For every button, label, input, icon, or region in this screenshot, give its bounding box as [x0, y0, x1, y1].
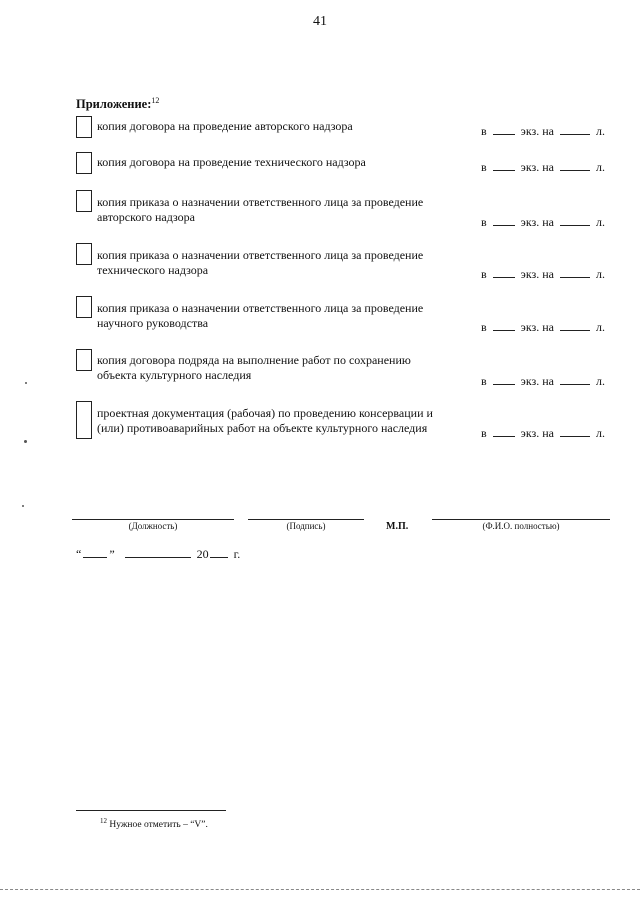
sheets-count-blank[interactable] — [560, 214, 590, 226]
attachment-item-text — [97, 155, 467, 170]
copies-prefix: в — [481, 426, 487, 440]
item-line: копия приказа о назначении ответственного лица за проведение — [97, 195, 424, 209]
page-number: 41 — [313, 14, 327, 29]
year-prefix: 20 — [196, 547, 209, 561]
attachment-title — [76, 96, 159, 112]
position-label: (Должность) — [128, 521, 178, 531]
attachment-checkbox[interactable] — [76, 152, 92, 174]
copies-field — [481, 319, 616, 335]
item-line: технического надзора — [97, 263, 209, 277]
copies-count-blank[interactable] — [493, 373, 515, 385]
copies-prefix: в — [481, 215, 487, 229]
attachment-item — [76, 401, 616, 441]
attachment-item — [76, 349, 616, 388]
copies-prefix: в — [481, 374, 487, 388]
signature-line[interactable] — [248, 519, 364, 520]
year-suffix: г. — [233, 547, 241, 561]
copies-prefix: в — [481, 320, 487, 334]
item-line: научного руководства — [97, 316, 209, 330]
copies-count-blank[interactable] — [493, 425, 515, 437]
year-blank[interactable] — [210, 546, 228, 558]
footnote-number: 12 — [100, 817, 107, 825]
copies-mid: экз. на — [520, 160, 554, 174]
sheets-count-blank[interactable] — [560, 319, 590, 331]
copies-field — [481, 373, 616, 389]
sheets-count-blank[interactable] — [560, 123, 590, 135]
copies-count-blank[interactable] — [493, 319, 515, 331]
attachment-item-text — [97, 301, 467, 331]
scan-speck — [22, 505, 24, 507]
copies-mid: экз. на — [520, 215, 554, 229]
copies-mid: экз. на — [520, 320, 554, 334]
footnote-separator — [76, 810, 226, 811]
item-line: копия договора на проведение авторского надзора — [97, 119, 353, 133]
item-line: копия приказа о назначении ответственного лица за проведение — [97, 248, 424, 262]
item-line: копия приказа о назначении ответственного лица за проведение — [97, 301, 424, 315]
footnote-ref: 12 — [151, 96, 160, 105]
copies-prefix: в — [481, 124, 487, 138]
copies-suffix: л. — [595, 267, 605, 281]
copies-field — [481, 123, 616, 139]
sheets-count-blank[interactable] — [560, 425, 590, 437]
copies-prefix: в — [481, 160, 487, 174]
attachment-checkbox[interactable] — [76, 116, 92, 138]
copies-field — [481, 214, 616, 230]
attachment-title-text: Приложение: — [76, 97, 152, 112]
signature-label: (Подпись) — [286, 521, 326, 531]
attachment-item-text — [97, 195, 467, 225]
stamp-label: М.П. — [386, 521, 409, 532]
attachment-item — [76, 296, 616, 332]
day-blank[interactable] — [83, 546, 107, 558]
item-line: копия договора подряда на выполнение работ по сохранению — [97, 353, 411, 367]
copies-mid: экз. на — [520, 267, 554, 281]
copies-suffix: л. — [595, 426, 605, 440]
copies-suffix: л. — [595, 124, 605, 138]
copies-prefix: в — [481, 267, 487, 281]
attachment-item — [76, 190, 616, 229]
copies-count-blank[interactable] — [493, 159, 515, 171]
item-line: копия договора на проведение технического надзора — [97, 155, 366, 169]
attachment-checkbox[interactable] — [76, 401, 92, 439]
attachment-checkbox[interactable] — [76, 349, 92, 371]
attachment-item — [76, 116, 616, 140]
sheets-count-blank[interactable] — [560, 373, 590, 385]
copies-mid: экз. на — [520, 124, 554, 138]
full-name-label: (Ф.И.О. полностью) — [482, 521, 560, 531]
attachment-checkbox[interactable] — [76, 243, 92, 265]
open-quote: “ — [76, 547, 82, 561]
full-name-line[interactable] — [432, 519, 610, 520]
item-line: (или) противоаварийных работ на объекте культурного наследия — [97, 421, 428, 435]
footnote-text: Нужное отметить – “V”. — [109, 820, 208, 831]
copies-mid: экз. на — [520, 426, 554, 440]
attachment-item-text — [97, 406, 467, 436]
attachment-item — [76, 152, 616, 176]
sheets-count-blank[interactable] — [560, 159, 590, 171]
month-blank[interactable] — [125, 546, 191, 558]
copies-suffix: л. — [595, 215, 605, 229]
copies-field — [481, 266, 616, 282]
copies-count-blank[interactable] — [493, 266, 515, 278]
copies-mid: экз. на — [520, 374, 554, 388]
date-row — [76, 546, 240, 562]
attachment-checkbox[interactable] — [76, 190, 92, 212]
attachment-item — [76, 243, 616, 279]
item-line: проектная документация (рабочая) по проведению консервации и — [97, 406, 433, 420]
copies-count-blank[interactable] — [493, 214, 515, 226]
copies-suffix: л. — [595, 160, 605, 174]
copies-count-blank[interactable] — [493, 123, 515, 135]
item-line: объекта культурного наследия — [97, 368, 252, 382]
scan-edge-line — [0, 889, 640, 890]
footnote — [100, 817, 208, 830]
attachment-item-text — [97, 248, 467, 278]
scan-speck — [24, 440, 27, 443]
attachment-checkbox[interactable] — [76, 296, 92, 318]
attachment-item-text — [97, 353, 467, 383]
sheets-count-blank[interactable] — [560, 266, 590, 278]
copies-suffix: л. — [595, 320, 605, 334]
item-line: авторского надзора — [97, 210, 195, 224]
attachment-item-text — [97, 119, 467, 134]
copies-field — [481, 425, 616, 441]
close-quote: ” — [109, 547, 115, 561]
copies-field — [481, 159, 616, 175]
copies-suffix: л. — [595, 374, 605, 388]
scan-speck — [25, 382, 27, 384]
position-line[interactable] — [72, 519, 234, 520]
